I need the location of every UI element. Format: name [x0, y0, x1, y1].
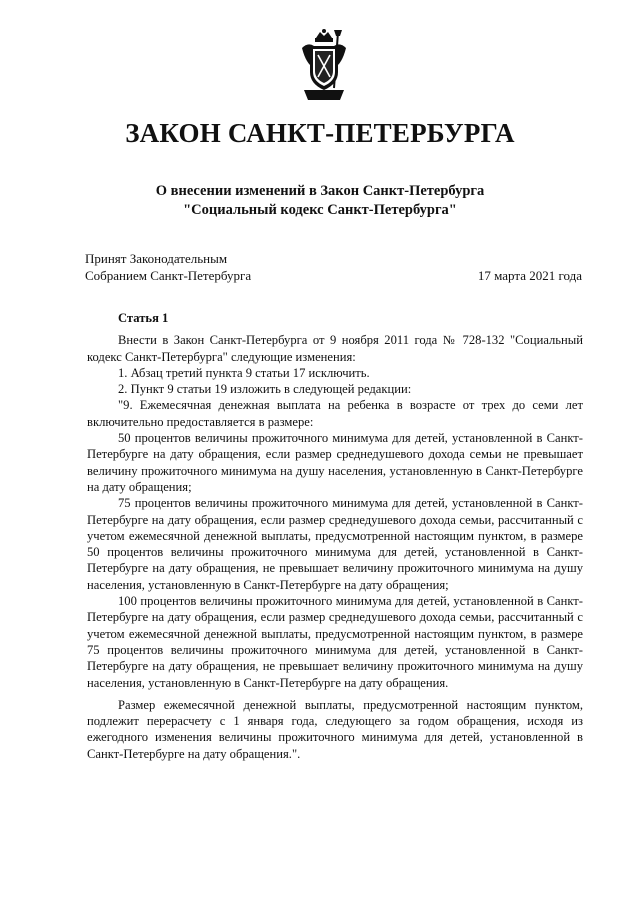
adoption-note [85, 250, 251, 284]
coat-of-arms-icon [294, 28, 354, 102]
paragraph: 100 процентов величины прожиточного минимума для детей, установленной в Санкт-Петербурге на дату обращения, если размер среднедушевого дохода семьи, рассчитанный с учетом ежемесячной денежной выплаты, предусмотренной настоящим пунктом, в размере 75 процентов величины прожиточного минимума для детей, установленной в Санкт-Петербурге на дату обращения, не превышает величину прожиточного минимума на душу населения, установленную в Санкт-Петербурге на дату обращения. [87, 594, 583, 690]
paragraph: Внести в Закон Санкт-Петербурга от 9 ноября 2011 года № 728-132 "Социальный кодекс Санкт-Петербурга" следующие изменения: [87, 333, 583, 364]
law-subtitle [0, 182, 640, 220]
paragraph: 1. Абзац третий пункта 9 статьи 17 исключить. [118, 365, 370, 380]
subtitle-line: О внесении изменений в Закон Санкт-Петербурга [155, 183, 485, 199]
paragraph: 50 процентов величины прожиточного минимума для детей, установленной в Санкт-Петербурге на дату обращения, если размер среднедушевого дохода семьи не превышает величину прожиточного минимума на душу населения, установленную в Санкт-Петербурге на дату обращения; [87, 431, 583, 494]
subtitle-line: "Социальный кодекс Санкт-Петербурга" [183, 202, 457, 218]
article-heading: Статья 1 [118, 311, 169, 325]
adoption-date: 17 марта 2021 года [477, 268, 582, 283]
paragraph: Размер ежемесячной денежной выплаты, предусмотренной настоящим пунктом, подлежит перерасчету с 1 января года, следующего за годом обращения, исходя из ежегодного изменения величины прожиточного минимума для детей, установленной в Санкт-Петербурге на дату обращения.". [87, 697, 583, 761]
law-body [87, 310, 583, 762]
law-title: ЗАКОН САНКТ-ПЕТЕРБУРГА [125, 118, 515, 148]
paragraph: 75 процентов величины прожиточного минимума для детей, установленной в Санкт-Петербурге на дату обращения, если размер среднедушевого дохода семьи, рассчитанный с учетом ежемесячной денежной выплаты, предусмотренной настоящим пунктом, в размере 50 процентов величины прожиточного минимума для детей, установленной в Санкт-Петербурге на дату обращения, не превышает величину прожиточного минимума на душу населения, установленную в Санкт-Петербурге на дату обращения; [87, 496, 583, 592]
adoption-line: Собранием Санкт-Петербурга [85, 268, 252, 283]
paragraph: "9. Ежемесячная денежная выплата на ребенка в возрасте от трех до семи лет включительно предоставляется в размере: [87, 398, 583, 429]
adoption-line: Принят Законодательным [85, 251, 228, 266]
paragraph: 2. Пункт 9 статьи 19 изложить в следующей редакции: [118, 382, 412, 397]
